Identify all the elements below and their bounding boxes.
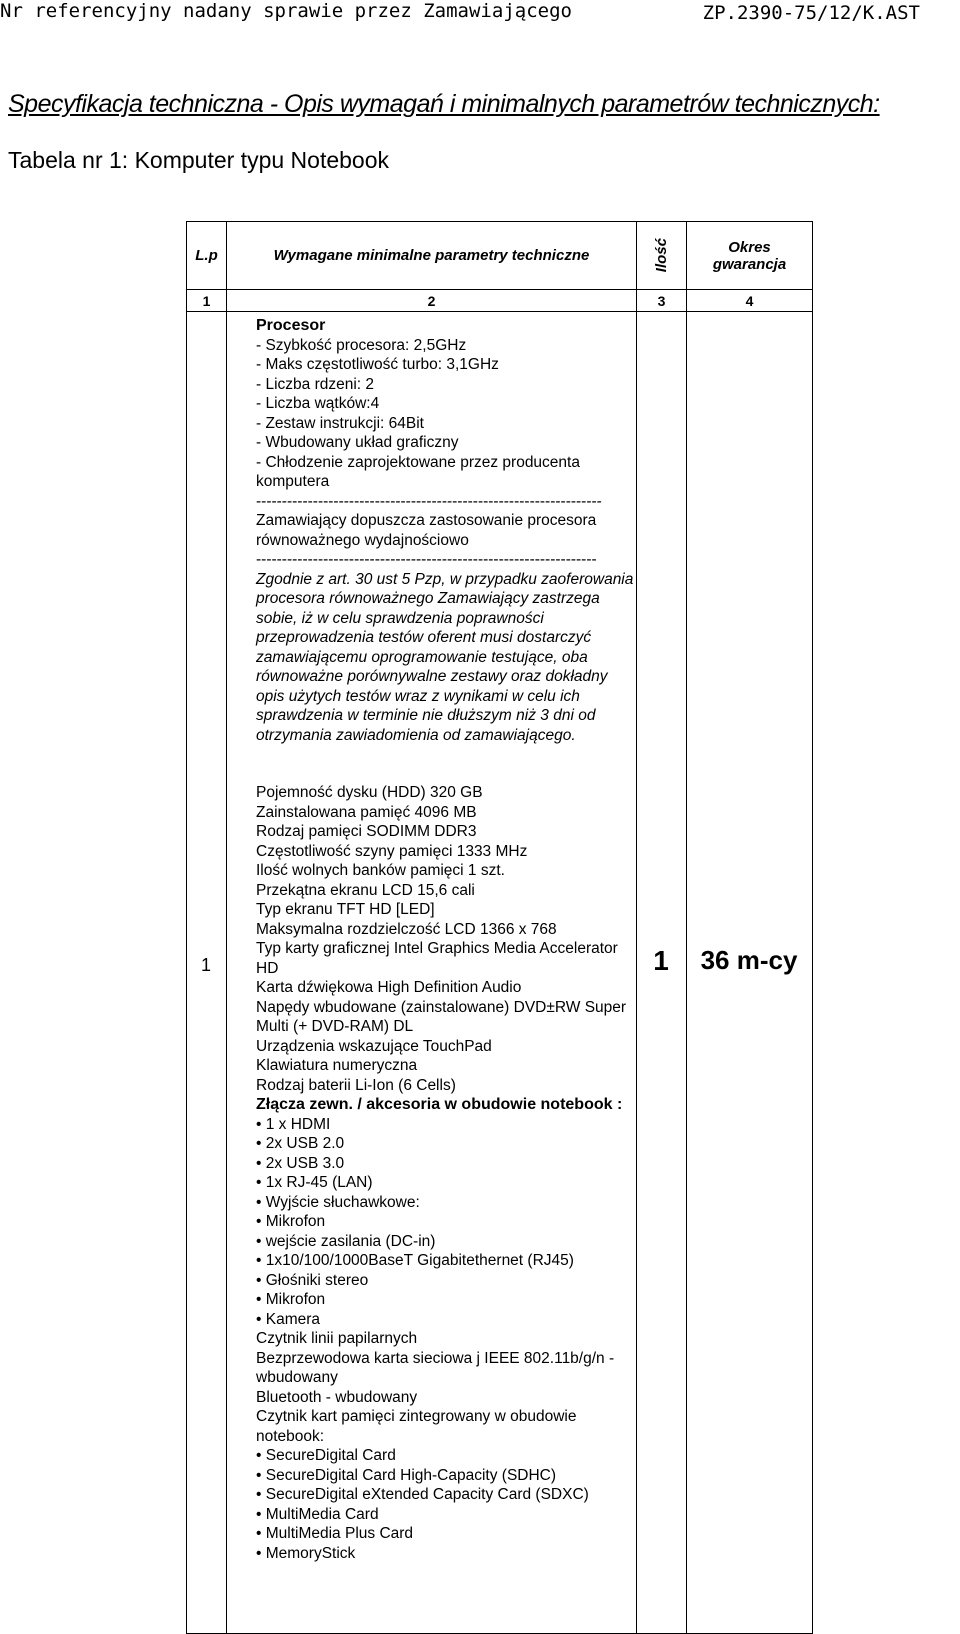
header-qty-label: Ilość	[653, 238, 670, 273]
port-item: • Głośniki stereo	[256, 1271, 636, 1291]
spec-line: Rodzaj pamięci SODIMM DDR3	[256, 823, 477, 840]
extra-line: Bezprzewodowa karta sieciowa j IEEE 802.11b/g/n - wbudowany	[256, 1349, 615, 1386]
spec-line: Częstotliwość szyny pamięci 1333 MHz	[256, 842, 528, 860]
card-item: • MemoryStick	[256, 1544, 636, 1564]
spec-line: Klawiatura numeryczna	[256, 1057, 418, 1074]
spec-title: Specyfikacja techniczna - Opis wymagań i minimalnych parametrów technicznych:	[8, 90, 880, 118]
port-item: • 2x USB 2.0	[256, 1134, 636, 1154]
params-content	[256, 316, 636, 1563]
card-item: • SecureDigital Card	[256, 1446, 636, 1466]
ports-heading: Złącza zewn. / akcesoria w obudowie notebook :	[256, 1096, 623, 1113]
spec-line: Napędy wbudowane (zainstalowane) DVD±RW Super Multi (+ DVD-RAM) DL	[256, 998, 627, 1035]
equivalent-note: Zamawiający dopuszcza zastosowanie procesora równoważnego wydajnościowo	[256, 512, 597, 549]
spec-line: Maksymalna rozdzielczość LCD 1366 x 768	[256, 920, 557, 938]
port-item: • Mikrofon	[256, 1212, 636, 1232]
header-warranty: Okres gwarancja	[687, 222, 813, 290]
cpu-line: - Maks częstotliwość turbo: 3,1GHz	[256, 356, 499, 373]
port-item: • wejście zasilania (DC-in)	[256, 1232, 636, 1252]
port-item: • Wyjście słuchawkowe:	[256, 1193, 636, 1213]
card-item: • MultiMedia Card	[256, 1505, 636, 1525]
spec-line: Karta dźwiękowa High Definition Audio	[256, 979, 522, 996]
card-item: • SecureDigital eXtended Capacity Card (SDXC)	[256, 1485, 636, 1505]
port-item: • 2x USB 3.0	[256, 1154, 636, 1174]
cpu-line: - Wbudowany układ graficzny	[256, 434, 459, 451]
header-qty	[637, 222, 687, 290]
col-number-3: 3	[637, 290, 687, 312]
row-lp: 1	[200, 955, 211, 975]
extra-line: Bluetooth - wbudowany	[256, 1388, 418, 1406]
cpu-line: - Liczba wątków:4	[256, 395, 380, 412]
spec-line: Rodzaj baterii Li-Ion (6 Cells)	[256, 1076, 456, 1094]
row-warranty: 36 m-cy	[700, 945, 798, 975]
port-item: • 1 x HDMI	[256, 1115, 636, 1135]
spec-line: Typ ekranu TFT HD [LED]	[256, 901, 435, 918]
cpu-line: - Szybkość procesora: 2,5GHz	[256, 336, 467, 354]
col-number-4: 4	[687, 290, 813, 312]
spec-line: Urządzenia wskazujące TouchPad	[256, 1037, 492, 1055]
port-item: • 1x RJ-45 (LAN)	[256, 1173, 636, 1193]
extra-line: Czytnik kart pamięci zintegrowany w obudowie notebook:	[256, 1408, 577, 1445]
card-item: • SecureDigital Card High-Capacity (SDHC)	[256, 1466, 636, 1486]
separator: ------------------------------------------------------------------	[256, 551, 597, 568]
col-number-2: 2	[227, 290, 637, 312]
separator: -------------------------------------------------------------------	[256, 492, 602, 510]
port-item: • Mikrofon	[256, 1290, 636, 1310]
card-item: • MultiMedia Plus Card	[256, 1524, 636, 1544]
spec-line: Typ karty graficznej Intel Graphics Media Accelerator HD	[256, 940, 618, 977]
spec-line: Przekątna ekranu LCD 15,6 cali	[256, 881, 475, 899]
cpu-line: - Liczba rdzeni: 2	[256, 375, 375, 393]
cards-list	[256, 1446, 636, 1563]
spec-line: Ilość wolnych banków pamięci 1 szt.	[256, 862, 505, 879]
port-item: • 1x10/100/1000BaseT Gigabitethernet (RJ45)	[256, 1251, 636, 1271]
table-title: Tabela nr 1: Komputer typu Notebook	[8, 147, 390, 173]
ports-list	[256, 1115, 636, 1330]
header-lp: L.p	[187, 222, 227, 290]
legal-note: Zgodnie z art. 30 ust 5 Pzp, w przypadku zaoferowania procesora równoważnego Zamawiający zastrzega sobie, iż w celu sprawdzenia poprawności przeprowadzenia testów oferent musi dostarczyć zamawiającemu oprogramowanie testujące, oba równoważne porównywalne zestawy oraz dokładny opis użytych testów wraz z wynikami w celu ich sprawdzenia w terminie nie dłuższym niż 3 dni od otrzymania zawiadomienia od zamawiającego.	[256, 570, 634, 744]
col-number-1: 1	[187, 290, 227, 312]
row-qty: 1	[653, 945, 669, 976]
spec-line: Zainstalowana pamięć 4096 MB	[256, 803, 477, 821]
header-params: Wymagane minimalne parametry techniczne	[227, 222, 637, 290]
spec-line: Pojemność dysku (HDD) 320 GB	[256, 784, 483, 801]
extra-line: Czytnik linii papilarnych	[256, 1330, 418, 1347]
reference-label: Nr referencyjny nadany sprawie przez Zamawiającego	[0, 0, 572, 22]
cpu-line: - Chłodzenie zaprojektowane przez producenta komputera	[256, 453, 580, 490]
cpu-line: - Zestaw instrukcji: 64Bit	[256, 414, 424, 432]
port-item: • Kamera	[256, 1310, 636, 1330]
cpu-heading: Procesor	[256, 317, 326, 334]
case-number: ZP.2390-75/12/K.AST	[702, 2, 920, 24]
